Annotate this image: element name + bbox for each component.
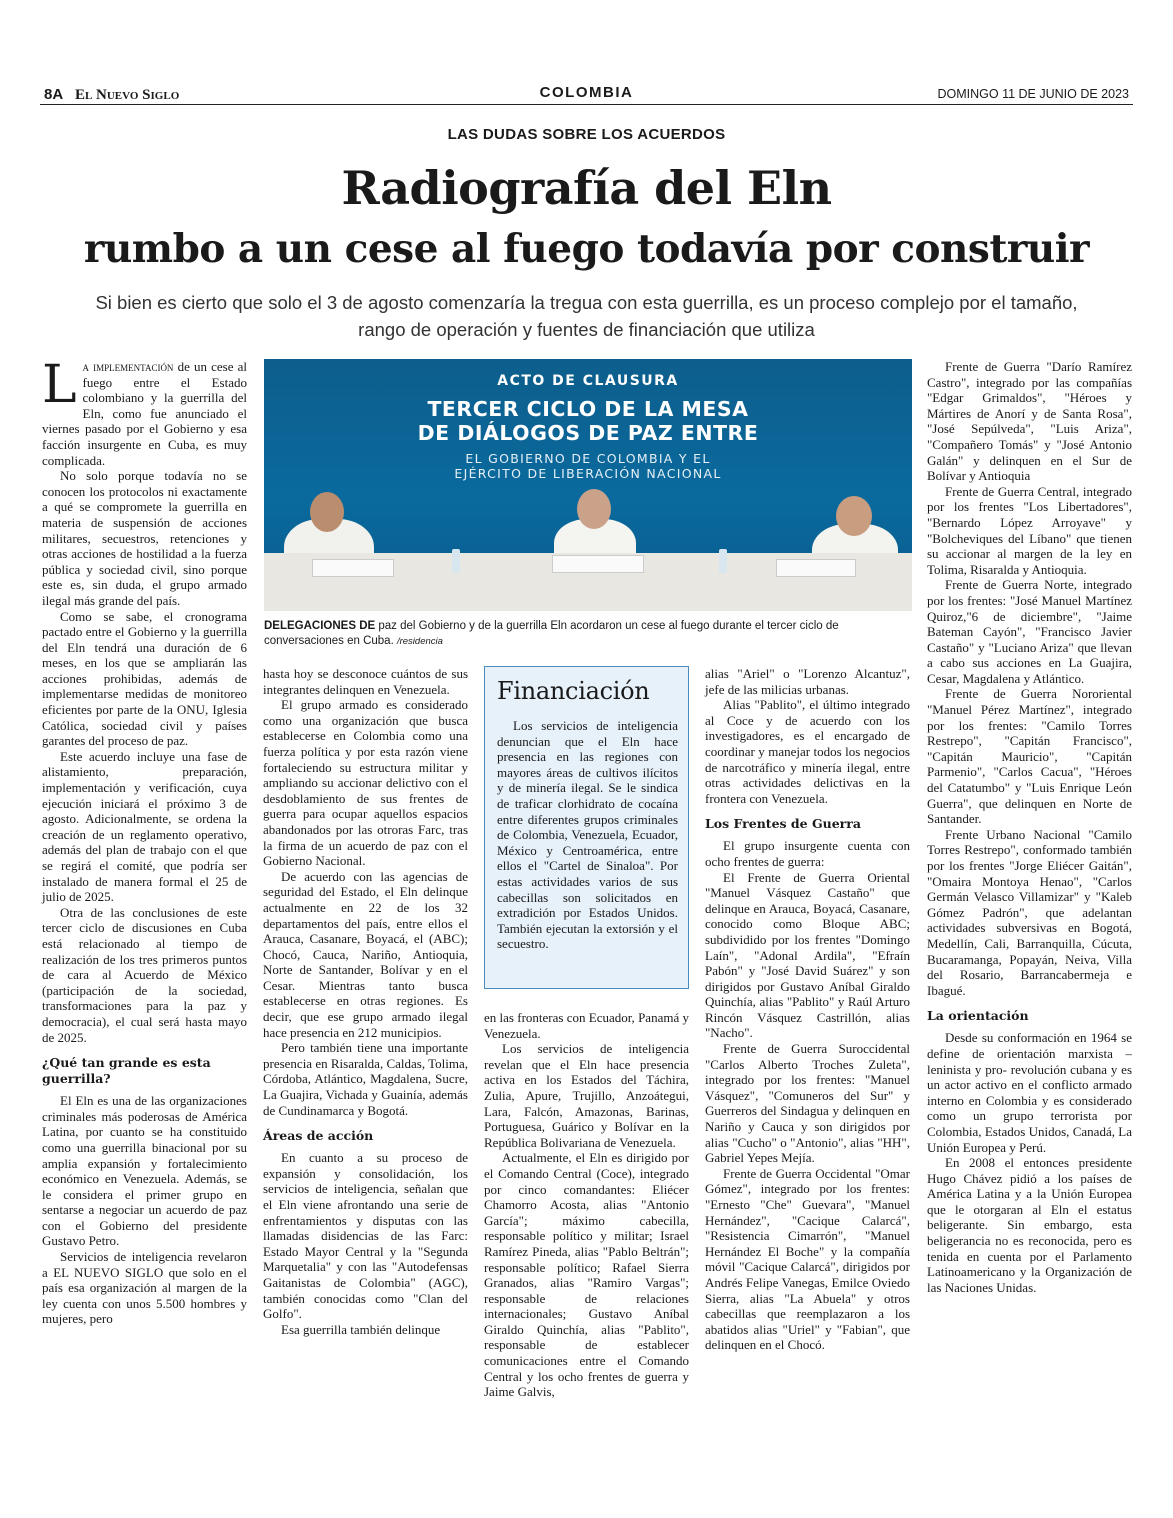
paragraph: Frente de Guerra Occidental "Omar Gómez", integrado por los frentes: "Ernesto "Che" Guevara", "Manuel Hernández", "Cacique Calarcá", "Resistencia Cimarrón", "Manuel Hernández El Boche" y la compañía móvil "Cacique Calarcá", dirigidos por Andrés Felipe Vanegas, Emilce Oviedo Sierra, alias "La Abuela" y otros cabecillas que reemplazaron a los abatidos alias "Uriel" y "Fabian", que delinquen en el Chocó. (705, 1165, 910, 1353)
photo-banner-line: ACTO DE CLAUSURA (497, 373, 679, 389)
paragraph: Frente Urbano Nacional "Camilo Torres Restrepo", conformado también por los frentes "Jorge Eliécer Gaitán", "Omaira Montoya Henao", "Carlos Germán Velasco Villamizar" y "Kaleb Gómez Padrón", que adelantan actividades subversivas en Bogotá, Medellín, Cali, Barranquilla, Cúcuta, Bucaramanga, Popayán, Neiva, Villa del Rosario, Barrancabermeja e Ibagué. (927, 826, 1132, 998)
paragraph: Como se sabe, el cronograma pactado entre el Gobierno y la guerrilla del Eln tendrá una duración de 6 meses, en los que se ampliarán las acciones prohibidas, además de implementarse medidas de monitoreo eficientes por parte de la ONU, Iglesia Católica, sociedad civil y países garantes del proceso de paz. (42, 608, 247, 749)
article-title: Radiografía del Eln (341, 161, 832, 215)
subheading: Áreas de acción (263, 1128, 374, 1144)
paragraph: Desde su conformación en 1964 se define de orientación marxista – leninista y pro- revolución cubana y es un actor activo en el conflicto armado interno en Colombia y es considerado como un grupo terrorista por Colombia, Estados Unidos, Canadá, La Unión Europea y Perú. (927, 1030, 1132, 1155)
photo-banner-subtitle-line: EL GOBIERNO DE COLOMBIA Y EL (465, 451, 711, 466)
paragraph: alias "Ariel" o "Lorenzo Alcantuz", jefe de las milicias urbanas. (705, 666, 910, 697)
sidebar-title: Financiación (497, 677, 650, 705)
person-right-head (836, 496, 872, 536)
paragraph: El grupo insurgente cuenta con ocho frentes de guerra: (705, 838, 910, 869)
paragraph: El grupo armado es considerado como una organización que busca establecerse en Colombia como una fuerza política y por esta razón viene fortaleciendo su estructura militar y ampliando su accionar delictivo con el desdoblamiento de sus frentes de guerra para ocupar aquellos espacios abandonados por las otroras Farc, tras la firma de un acuerdo de paz con el Gobierno Nacional. (263, 697, 468, 869)
deck-line-2: rango de operación y fuentes de financiación que utiliza (358, 319, 815, 340)
paragraph: El Eln es una de las organizaciones criminales más poderosas de América Latina, por cuanto se ha constituido como una guerrilla binacional por su amplia expansión y fortalecimiento económico en Venezuela. Además, se le considera el primer grupo en sentarse a negociar un acuerdo de paz con el Gobierno del presidente Gustavo Petro. (42, 1093, 247, 1249)
lead-paragraph (42, 355, 247, 468)
paragraph: Pero también tiene una importante presencia en Risaralda, Caldas, Tolima, Córdoba, Atlántico, Magdalena, Sucre, La Guajira, Vichada y Guainía, además de Cundinamarca y Bogotá. (263, 1040, 468, 1118)
person-center-head (577, 489, 611, 529)
article-column-4 (705, 666, 910, 1353)
photo-credit: /residencia (396, 636, 443, 647)
sidebar-text (497, 718, 678, 952)
section-name: COLOMBIA (539, 84, 634, 101)
paragraph: No solo porque todavía no se conocen los protocolos ni exactamente a qué se compromete la guerrilla en materia de suspensión de acciones militares, secuestros, retenciones y otras acciones de hostilidad a la fuerza pública y sociedad civil, sino porque este es, sin duda, el grupo armado ilegal más grande del país. (42, 468, 247, 608)
caption-lead: DELEGACIONES DE (264, 620, 376, 632)
article-column-3 (484, 1010, 689, 1400)
header-rule (40, 104, 1133, 105)
paragraph: Este acuerdo incluye una fase de alistamiento, preparación, implementación y verificación, cuya ejecución iniciará el próximo 3 de agosto. Adicionalmente, se ordena la creación de un reglamento operativo, además del plan de trabajo con el que se regirá el comité, que podría ser instalado de manera formal el 25 de julio de 2025. (42, 748, 247, 905)
person-left-head (310, 492, 344, 532)
paragraph: Frente de Guerra Norte, integrado por los frentes: "José Manuel Martínez Quiroz,"6 de diciembre", "Jaime Bateman Cayón", "Francisco Javier Castaño" y "Luciano Ariza" que llevan a cabo sus acciones en La Guajira, Cesar, Magdalena y Atlántico. (927, 577, 1132, 686)
paragraph: de un cese al fuego entre el Estado colombiano y la guerrilla del Eln, como fue anunciado el viernes pasado por el Gobierno y esa facción insurgente en Cuba, es muy complicada. (42, 359, 247, 468)
article-photo (264, 359, 912, 611)
paragraph: De acuerdo con las agencias de seguridad del Estado, el Eln delinque actualmente en 22 de los 32 departamentos del país, entre ellos el Arauca, Casanare, Boyacá, el (ABC); Chocó, Cauca, Nariño, Antioquia, Norte de Santander, Bolívar y en el Cesar. Mientras tanto busca establecerse en otras regiones. Es decir, que ese grupo armado ilegal hace presencia en 212 municipios. (263, 868, 468, 1040)
water-bottle (452, 549, 460, 573)
paragraph: Frente de Guerra Nororiental "Manuel Pérez Martínez", integrado por los frentes: "Camilo Torres Restrepo", "Capitán Francisco", "Capitán Mauricio", "Capitán Parmenio", "Carlos Cacua", "Héroes del Catatumbo" y "Luis Enrique León Guerra", que delinquen en Norte de Santander. (927, 686, 1132, 827)
paragraph: Los servicios de inteligencia revelan que el Eln hace presencia activa en los Estados del Táchira, Zulia, Apure, Trujillo, Anzoátegui, Lara, Falcón, Amazonas, Barinas, Portuguesa, Guárico y Bolívar en la República Bolivariana de Venezuela. (484, 1041, 689, 1150)
paragraph: Servicios de inteligencia revelaron a EL NUEVO SIGLO que solo en el país esa organización al margen de la ley cuenta con unos 5.500 hombres y mujeres, pero (42, 1249, 247, 1327)
article-column-1 (42, 355, 247, 1327)
subheading: ¿Qué tan grande es esta guerrilla? (42, 1055, 211, 1087)
paragraph: En 2008 el entonces presidente Hugo Chávez pidió a los países de América Latina y a la Unión Europea que le otorgaran al Eln el estatus beligerante. Sin embargo, esta beligerancia no es reconocida, pero es tenida en cuenta por el Parlamento Latinoamericano y la Organización de las Naciones Unidas. (927, 1155, 1132, 1295)
lead-words: a implementación (82, 359, 174, 374)
photo-banner-subtitle-line: EJÉRCITO DE LIBERACIÓN NACIONAL (454, 466, 722, 481)
masthead-logo: El Nuevo Siglo (74, 87, 180, 103)
photo-banner-title-line: TERCER CICLO DE LA MESA (427, 397, 749, 421)
paragraph: En cuanto a su proceso de expansión y consolidación, los servicios de inteligencia, señalan que el Eln viene afrontando una serie de enfrentamientos y disputas con las llamadas disidencias de las Farc: Estado Mayor Central y la "Segunda Marquetalia" y con las "Autodefensas Gaitanistas de Colombia" (AGC), también conocidas como "Clan del Golfo". (263, 1150, 468, 1322)
photo-caption (264, 619, 914, 649)
article-title-line2: rumbo a un cese al fuego todavía por construir (83, 226, 1090, 272)
subheading: La orientación (927, 1008, 1029, 1024)
page-number: 8A (44, 86, 64, 103)
paragraph: Frente de Guerra Suroccidental "Carlos Alberto Troches Zuleta", integrado por los frentes: "Manuel Vásquez", "Comuneros del Sur" y Guerreros del Sindagua y delinquen en Nariño y Cauca y son dirigidos por alias "Cucho" o "Antonio", alias "HH", Gabriel Yepes Mejía. (705, 1041, 910, 1166)
name-plate (312, 559, 394, 577)
paragraph: Frente de Guerra Central, integrado por los frentes "Los Libertadores", "Bernardo López Arroyave" y "Bolcheviques del Líbano" que tienen su accionar al margen de la ley en Tolima, Risaralda y Antioquia. (927, 483, 1132, 577)
paragraph: en las fronteras con Ecuador, Panamá y Venezuela. (484, 1010, 689, 1041)
sidebar-paragraph: Los servicios de inteligencia denuncian que el Eln hace presencia en las regiones con mayores áreas de cultivos ilícitos y de minería ilegal. Se le sindica de traficar clorhidrato de cocaína entre diferentes grupos criminales de Colombia, Venezuela, Ecuador, México y Centroamérica, entre ellos el "Cartel de Sinaloa". Por estas actividades varios de sus cabecillas son solicitados en extradición por Estados Unidos. También ejecutan la extorsión y el secuestro. (497, 718, 678, 952)
subheading: Los Frentes de Guerra (705, 816, 861, 832)
water-bottle (719, 549, 727, 573)
paragraph: hasta hoy se desconoce cuántos de sus integrantes delinquen en Venezuela. (263, 666, 468, 697)
article-column-2 (263, 666, 468, 1337)
article-deck (60, 289, 1113, 343)
paragraph: Otra de las conclusiones de este tercer ciclo de discusiones en Cuba está relacionado al tiempo de realización de los tres primeros puntos de cara al Acuerdo de México (participación de la sociedad, transformaciones para la paz y democracia), el cual será hasta mayo de 2025. (42, 904, 247, 1045)
issue-date: DOMINGO 11 DE JUNIO DE 2023 (937, 87, 1129, 101)
sidebar-box (484, 666, 689, 989)
deck-line-1: Si bien es cierto que solo el 3 de agosto comenzaría la tregua con esta guerrilla, es un proceso complejo por el tamaño, (95, 292, 1078, 313)
paragraph: Actualmente, el Eln es dirigido por el Comando Central (Coce), integrado por cinco comandantes: Eliécer Chamorro Acosta, alias "Antonio García"; máximo cabecilla, responsable político y militar; Israel Ramírez Pineda, alias "Pablo Beltrán"; responsable político; Rafael Sierra Granados, alias "Ramiro Vargas"; responsable de relaciones internacionales; Gustavo Aníbal Giraldo Quinchía, alias "Pablito", responsable de establecer comunicaciones entre el Comando Central y los ocho frentes de guerra y Jaime Galvis, (484, 1150, 689, 1400)
paragraph: El Frente de Guerra Oriental "Manuel Vásquez Castaño" que delinque en Arauca, Boyacá, Casanare, conocido como Bloque ABC; subdividido por los frentes "Domingo Laín", "Adonal Ardila", "Efraín Pabón" y "José David Suárez" y son dirigidos por Gustavo Aníbal Giraldo Quinchía, alias "Pablito" y Raúl Arturo Rincón Vásquez Castrillón, alias "Nacho". (705, 869, 910, 1041)
drop-cap: L (42, 355, 77, 415)
paragraph: Esa guerrilla también delinque (281, 1321, 441, 1337)
article-kicker: LAS DUDAS SOBRE LOS ACUERDOS (447, 126, 726, 143)
paragraph: Alias "Pablito", el último integrado al Coce y de acuerdo con los investigadores, es el encargado de coordinar y manejar todos los negocios de narcotráfico y minería ilegal, entre otras actividades delictivas en la frontera con Venezuela. (705, 697, 910, 806)
caption-text: paz del Gobierno y de la guerrilla Eln acordaron un cese al fuego durante el tercer ciclo de conversaciones en Cuba. (264, 620, 839, 647)
name-plate (552, 555, 644, 573)
name-plate (776, 559, 856, 577)
photo-banner-title (264, 397, 912, 445)
photo-banner-title-line: DE DIÁLOGOS DE PAZ ENTRE (417, 421, 759, 445)
paragraph: Frente de Guerra "Darío Ramírez Castro", integrado por las compañías "Edgar Grimaldos", "Héroes y Mártires de Anorí y de Santa Rosa", "José Sepúlveda", "Luis Ariza", "Compañero Tomás" y "José Antonio Galán" y delinquen en el Sur de Bolívar y Antioquia (927, 359, 1132, 484)
photo-banner-subtitle (264, 451, 912, 481)
article-column-5 (927, 359, 1132, 1295)
